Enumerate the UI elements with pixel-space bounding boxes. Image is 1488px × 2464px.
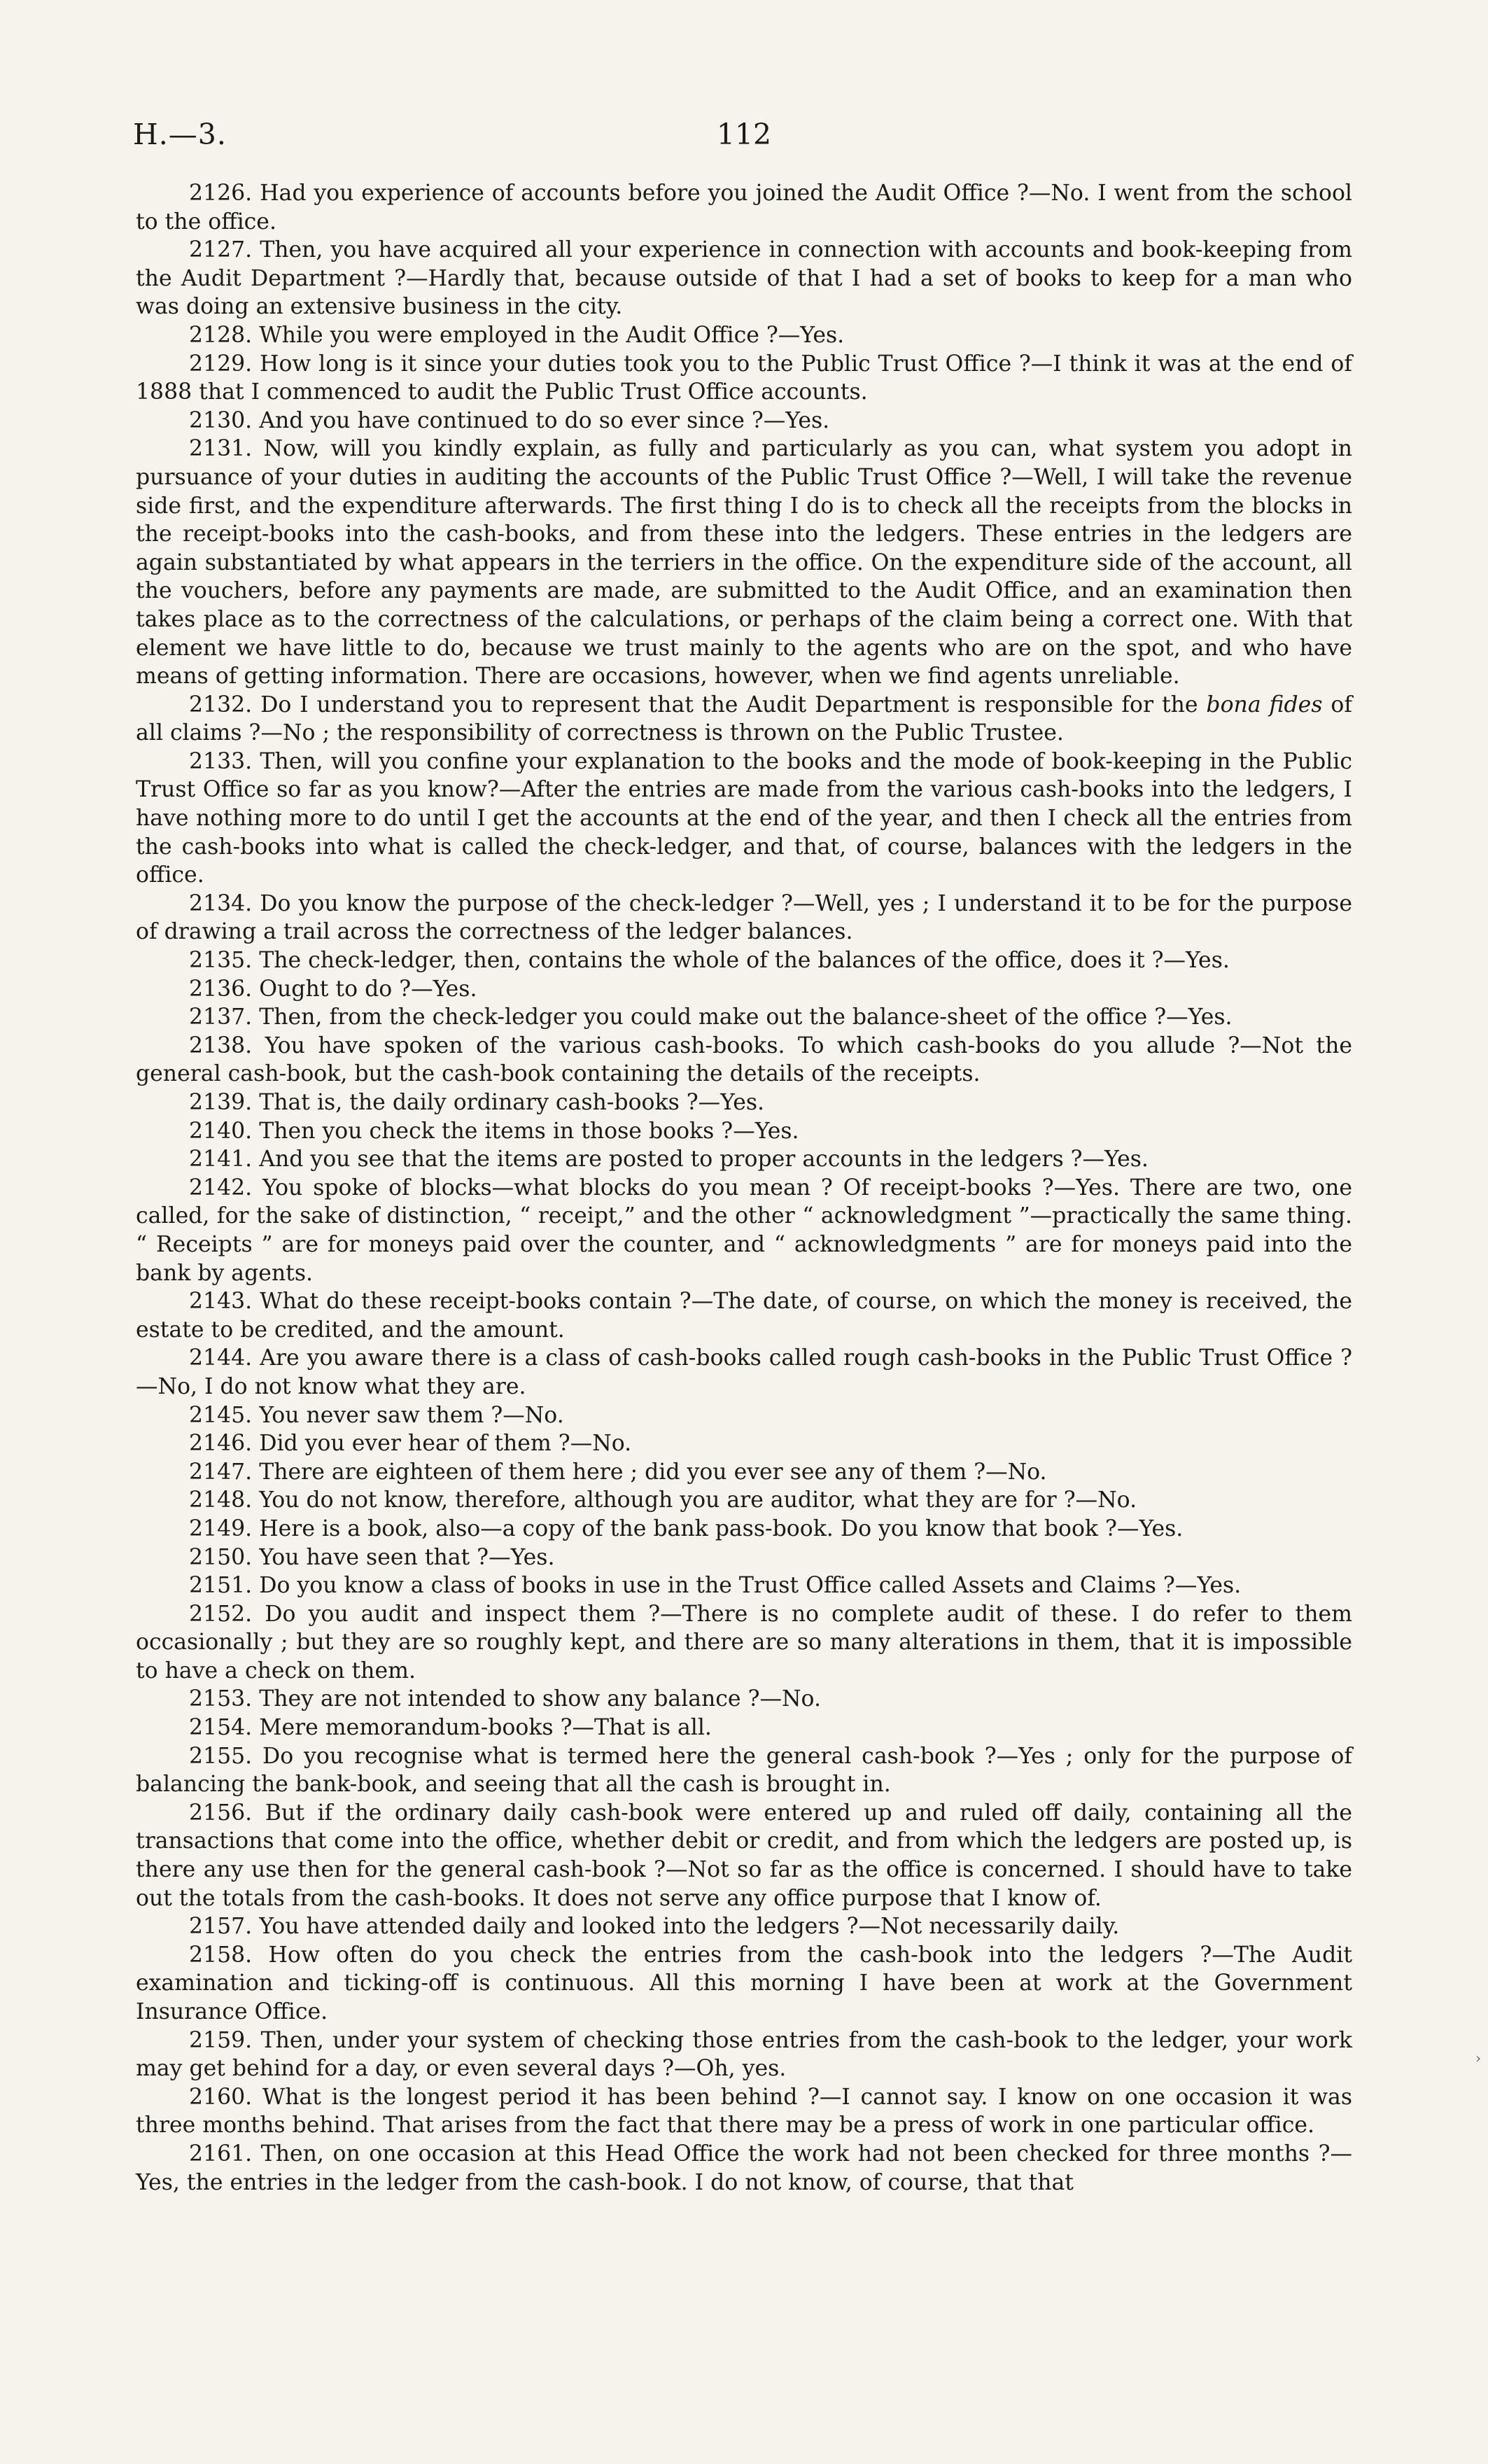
question-2149 [136,1515,1352,1544]
question-text: You do not know, therefore, although you are auditor, what they are for ?—No. [252,1488,1137,1513]
question-text: You have seen that ?—Yes. [252,1544,555,1570]
question-2159 [136,2026,1352,2083]
question-number: 2128. [189,322,253,348]
question-number: 2155. [189,1743,253,1769]
question-2138 [136,1032,1352,1088]
question-2143 [136,1287,1352,1344]
question-number: 2142. [189,1175,253,1200]
question-number: 2141. [189,1147,253,1172]
question-2140 [136,1117,1352,1146]
question-2126 [136,179,1352,236]
question-number: 2146. [189,1431,253,1457]
question-text: But if the ordinary daily cash-book were entered up and ruled off daily, containing all the transactions that come into the office, whether debit or credit, and from which the ledgers are posted up, is there any use then for the general cash-book ?—Not so far as the office is concerned. I should have to take out the totals from the cash-books. It does not serve any office purpose that I know of. [136,1800,1352,1911]
question-2136 [136,975,1352,1004]
question-text: Then, from the check-ledger you could make out the balance-sheet of the office ?—Yes. [252,1004,1233,1030]
question-text: What do these receipt-books contain ?—The date, of course, on which the money is received, the estate to be credited, and the amount. [136,1289,1352,1343]
question-number: 2130. [189,407,253,433]
question-number: 2154. [189,1715,253,1741]
question-number: 2134. [189,890,253,916]
question-number: 2139. [189,1090,253,1115]
italic-term: bona fides [1206,692,1323,718]
question-number: 2129. [189,351,253,377]
question-2146 [136,1429,1352,1458]
question-text: That is, the daily ordinary cash-books ?—Yes. [252,1090,765,1115]
page-header [133,118,1355,160]
question-number: 2158. [189,1942,253,1968]
question-number: 2143. [189,1289,253,1315]
question-number: 2151. [189,1573,253,1599]
question-text: Did you ever hear of them ?—No. [252,1431,632,1457]
question-text: Then, under your system of checking those entries from the cash-book to the ledger, your work may get behind for a day, or even several days ?—Oh, yes. [136,2027,1352,2082]
question-number: 2127. [189,237,253,263]
question-text: Then, on one occasion at this Head Office the work had not been checked for three months ?—Yes, the entries in the ledger from the cash-book. I do not know, of course, that that [136,2141,1352,2195]
question-text: You have spoken of the various cash-books. To which cash-books do you allude ?—Not the general cash-book, but the cash-book containing the details of the receipts. [136,1032,1352,1087]
question-2151 [136,1572,1352,1600]
question-2127 [136,236,1352,321]
question-text: Mere memorandum-books ?—That is all. [252,1715,712,1741]
question-text: And you have continued to do so ever since ?—Yes. [252,407,830,433]
margin-tick-mark: › [1475,2050,1481,2066]
question-text: The check-ledger, then, contains the whole of the balances of the office, does it ?—Yes. [252,948,1230,974]
question-text: How often do you check the entries from the cash-book into the ledgers ?—The Audit examination and ticking-off is continuous. All this morning I have been at work at the Government Insurance Office. [136,1942,1352,2024]
question-number: 2135. [189,948,253,974]
question-2135 [136,946,1352,975]
question-2158 [136,1941,1352,2026]
question-text: Here is a book, also—a copy of the bank pass-book. Do you know that book ?—Yes. [252,1516,1184,1541]
question-text: They are not intended to show any balance ?—No. [252,1686,821,1712]
question-2142 [136,1174,1352,1287]
question-2155 [136,1742,1352,1799]
question-2156 [136,1799,1352,1912]
question-text: Then you check the items in those books ?—Yes. [252,1118,799,1144]
question-2160 [136,2083,1352,2140]
question-text-continued: of all claims ?—No ; the responsibility of correctness is thrown on the Public Trustee. [136,692,1352,746]
question-2129 [136,350,1352,407]
question-number: 2144. [189,1345,253,1371]
question-number: 2132. [189,692,253,718]
question-number: 2150. [189,1544,253,1570]
question-number: 2147. [189,1459,253,1485]
question-number: 2161. [189,2141,253,2166]
question-text: Do you recognise what is termed here the general cash-book ?—Yes ; only for the purpose of balancing the bank-book, and seeing that all the cash is brought in. [136,1743,1352,1798]
question-2152 [136,1600,1352,1686]
evidence-body [136,179,1352,2197]
question-number: 2159. [189,2027,253,2053]
question-number: 2133. [189,748,253,774]
question-2137 [136,1003,1352,1032]
question-text: What is the longest period it has been behind ?—I cannot say. I know on one occasion it was three months behind. That arises from the fact that there may be a press of work in one particular office. [136,2084,1352,2138]
question-2157 [136,1912,1352,1941]
question-text: There are eighteen of them here ; did you ever see any of them ?—No. [252,1459,1047,1485]
question-number: 2131. [189,436,253,462]
question-text: Do you audit and inspect them ?—There is no complete audit of these. I do refer to them occasionally ; but they are so roughly kept, and there are so many alterations in them, that it is impossible to have a check on them. [136,1601,1352,1684]
question-text: Do you know the purpose of the check-ledger ?—Well, yes ; I understand it to be for the purpose of drawing a trail across the correctness of the ledger balances. [136,890,1352,945]
question-2144 [136,1344,1352,1401]
question-text: Do I understand you to represent that the Audit Department is responsible for the [252,692,1207,718]
question-number: 2126. [189,181,253,206]
question-2147 [136,1458,1352,1487]
question-number: 2145. [189,1402,253,1428]
question-2145 [136,1401,1352,1430]
question-text: Ought to do ?—Yes. [252,976,477,1002]
question-number: 2157. [189,1914,253,1940]
question-2130 [136,407,1352,435]
page-number: 112 [716,118,772,151]
question-number: 2156. [189,1800,253,1826]
question-number: 2160. [189,2084,253,2110]
question-text: You spoke of blocks—what blocks do you mean ? Of receipt-books ?—Yes. There are two, one called, for the sake of distinction, “ receipt,” and the other “ acknowledgment ”—practically the same thing. “ Receipts ” are for moneys paid over the counter, and “ acknowledgments ” are for moneys paid into the bank by agents. [136,1175,1352,1286]
question-text: Had you experience of accounts before you joined the Audit Office ?—No. I went from the school to the office. [136,181,1352,234]
question-2141 [136,1145,1352,1174]
question-2133 [136,748,1352,890]
series-label: H.—3. [133,118,227,151]
question-number: 2148. [189,1488,253,1513]
question-number: 2137. [189,1004,253,1030]
question-text: Are you aware there is a class of cash-books called rough cash-books in the Public Trust Office ?—No, I do not know what they are. [136,1345,1352,1399]
question-text: Now, will you kindly explain, as fully and particularly as you can, what system you adopt in pursuance of your duties in auditing the accounts of the Public Trust Office ?—Well, I will take the revenue side first, and the expenditure afterwards. The first thing I do is to check all the receipts from the blocks in the receipt-books into the cash-books, and from these into the ledgers. These entries in the ledgers are again substantiated by what appears in the terriers in the office. On the expenditure side of the account, all the vouchers, before any payments are made, are submitted to the Audit Office, and an examination then takes place as to the correctness of the calculations, or perhaps of the claim being a correct one. With that element we have little to do, because we trust mainly to the agents who are on the spot, and who have means of getting information. There are occasions, however, when we find agents unreliable. [136,436,1352,690]
question-text: Then, you have acquired all your experience in connection with accounts and book-keeping from the Audit Department ?—Hardly that, because outside of that I had a set of books to keep for a man who was doing an extensive business in the city. [136,237,1352,320]
question-2134 [136,890,1352,946]
question-2161 [136,2140,1352,2197]
question-number: 2138. [189,1032,253,1058]
question-text: You never saw them ?—No. [252,1402,564,1428]
question-text: You have attended daily and looked into the ledgers ?—Not necessarily daily. [252,1914,1120,1940]
question-number: 2152. [189,1601,253,1627]
question-text: While you were employed in the Audit Office ?—Yes. [252,322,845,348]
question-number: 2153. [189,1686,253,1712]
question-2131 [136,435,1352,690]
question-number: 2149. [189,1516,253,1541]
question-2139 [136,1088,1352,1117]
question-number: 2140. [189,1118,253,1144]
question-2148 [136,1486,1352,1515]
question-text: Do you know a class of books in use in the Trust Office called Assets and Claims ?—Yes. [252,1573,1242,1599]
question-2132 [136,691,1352,748]
question-2154 [136,1714,1352,1742]
question-2153 [136,1685,1352,1714]
question-text: Then, will you confine your explanation to the books and the mode of book-keeping in the Public Trust Office so far as you know?—After the entries are made from the various cash-books into the ledgers, I have nothing more to do until I get the accounts at the end of the year, and then I check all the entries from the cash-books into what is called the check-ledger, and that, of course, balances with the ledgers in the office. [136,748,1352,888]
question-2128 [136,321,1352,350]
question-number: 2136. [189,976,253,1002]
question-text: And you see that the items are posted to proper accounts in the ledgers ?—Yes. [252,1147,1149,1172]
question-text: How long is it since your duties took you to the Public Trust Office ?—I think it was at the end of 1888 that I commenced to audit the Public Trust Office accounts. [136,351,1352,405]
question-2150 [136,1544,1352,1572]
